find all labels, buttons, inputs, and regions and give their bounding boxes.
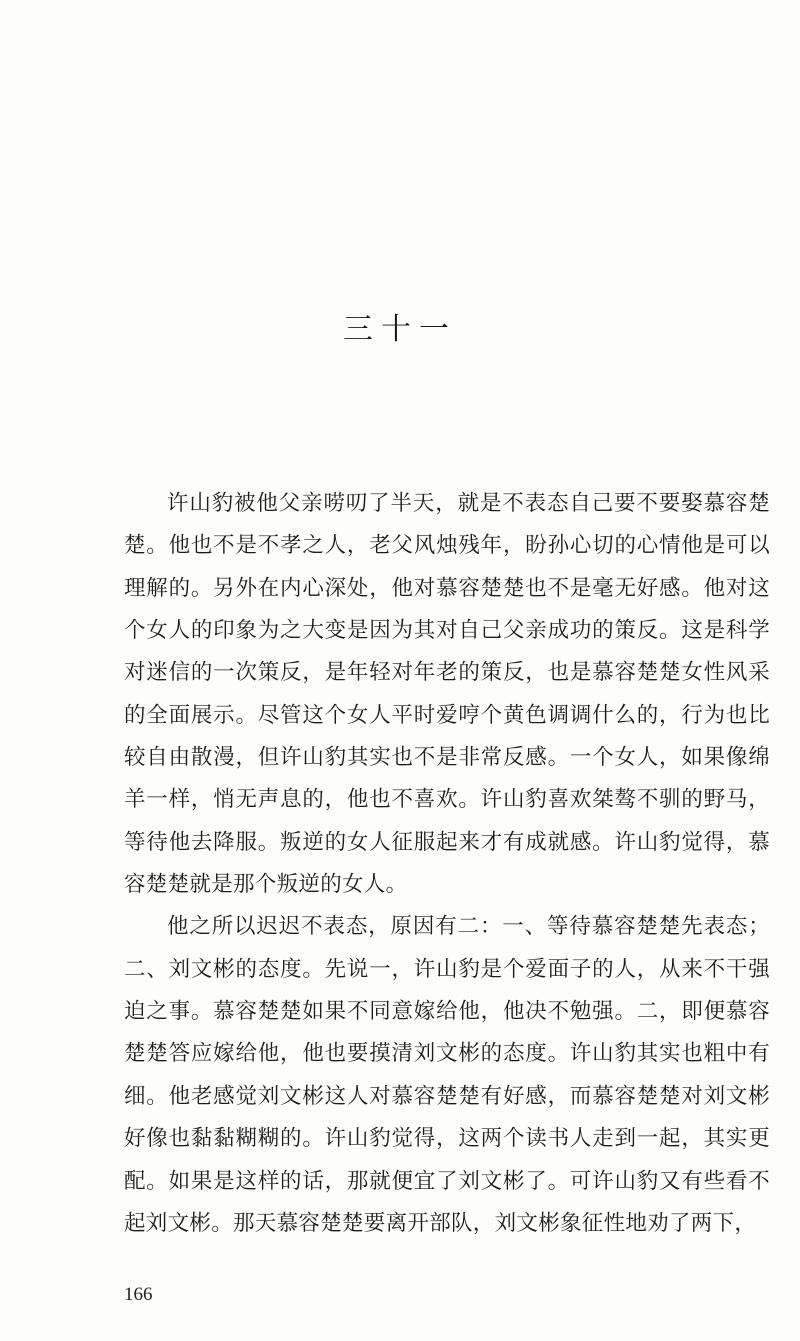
paragraph-1: 许山豹被他父亲唠叨了半天，就是不表态自己要不要娶慕容楚楚。他也不是不孝之人，老父风烛残年，盼孙心切的心情他是可以理解的。另外在内心深处，他对慕容楚楚也不是毫无好感。他对这个女人的印象为之大变是因为其对自己父亲成功的策反。这是科学对迷信的一次策反，是年轻对年老的策反，也是慕容楚楚女性风采的全面展示。尽管这个女人平时爱哼个黄色调调什么的，行为也比较自由散漫，但许山豹其实也不是非常反感。一个女人，如果像绵羊一样，悄无声息的，他也不喜欢。许山豹喜欢桀骜不驯的野马，等待他去降服。叛逆的女人征服起来才有成就感。许山豹觉得，慕容楚楚就是那个叛逆的女人。 — [124, 491, 770, 898]
body-text — [124, 483, 770, 1245]
paragraph-2: 他之所以迟迟不表态，原因有二：一、等待慕容楚楚先表态；二、刘文彬的态度。先说一，许山豹是个爱面子的人，从来不干强迫之事。慕容楚楚如果不同意嫁给他，他决不勉强。二，即便慕容楚楚答应嫁给他，他也要摸清刘文彬的态度。许山豹其实也粗中有细。他老感觉刘文彬这人对慕容楚楚有好感，而慕容楚楚对刘文彬好像也黏黏糊糊的。许山豹觉得，这两个读书人走到一起，其实更配。如果是这样的话，那就便宜了刘文彬了。可许山豹又有些看不起刘文彬。那天慕容楚楚要离开部队，刘文彬象征性地劝了两下， — [124, 914, 770, 1236]
chapter-title: 三十一 — [343, 312, 457, 347]
page-number: 166 — [124, 1284, 153, 1305]
